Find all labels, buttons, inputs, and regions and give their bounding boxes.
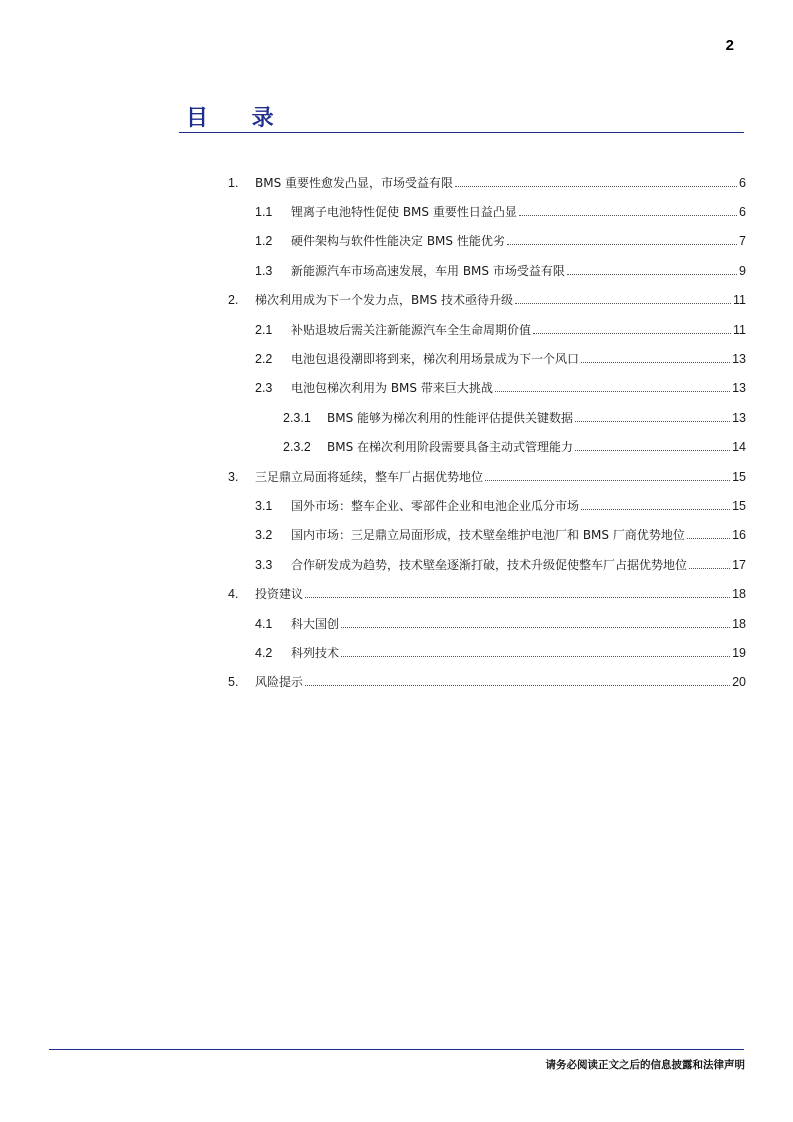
toc-entry-page: 19 bbox=[732, 646, 746, 660]
toc-entry[interactable] bbox=[228, 585, 746, 609]
toc-entry-page: 15 bbox=[732, 470, 746, 484]
toc-entry[interactable] bbox=[228, 673, 746, 697]
toc-entry-page: 17 bbox=[732, 558, 746, 572]
toc-entry-number: 3.1 bbox=[255, 499, 273, 513]
toc-entry-page: 6 bbox=[739, 176, 746, 190]
toc-entry-number: 4.2 bbox=[255, 646, 273, 660]
dot-leader bbox=[485, 480, 730, 481]
dot-leader bbox=[519, 215, 737, 216]
toc-entry-title: 三足鼎立局面将延续，整车厂占据优势地位 bbox=[255, 470, 484, 484]
toc-entry-number: 4. bbox=[228, 587, 239, 601]
toc-entry-page: 18 bbox=[732, 587, 746, 601]
toc-entry-number: 1.3 bbox=[255, 264, 273, 278]
dot-leader bbox=[581, 509, 730, 510]
toc-entry-page: 9 bbox=[739, 264, 746, 278]
toc-entry-number: 2.3.2 bbox=[283, 440, 311, 454]
toc-entry[interactable] bbox=[255, 556, 746, 580]
dot-leader bbox=[305, 685, 730, 686]
toc-entry-number: 2.1 bbox=[255, 323, 273, 337]
toc-entry-title: BMS 能够为梯次利用的性能评估提供关键数据 bbox=[327, 411, 574, 425]
toc-entry-page: 11 bbox=[733, 293, 746, 307]
toc-entry-title: 新能源汽车市场高速发展，车用 BMS 市场受益有限 bbox=[291, 264, 565, 278]
toc-entry[interactable] bbox=[228, 174, 746, 198]
dot-leader bbox=[687, 538, 730, 539]
toc-entry-title: 科大国创 bbox=[291, 617, 340, 631]
page-number: 2 bbox=[725, 37, 734, 54]
toc-entry[interactable] bbox=[255, 379, 746, 403]
toc-entry-title: BMS 重要性愈发凸显，市场受益有限 bbox=[255, 176, 454, 190]
toc-entry-number: 3.2 bbox=[255, 528, 273, 542]
page-title: 目 录 bbox=[186, 106, 292, 131]
toc-entry[interactable] bbox=[228, 468, 746, 492]
toc-entry[interactable] bbox=[255, 262, 746, 286]
toc-entry-title: 梯次利用成为下一个发力点，BMS 技术亟待升级 bbox=[255, 293, 514, 307]
toc-entry[interactable] bbox=[255, 350, 746, 374]
toc-entry-number: 2.3.1 bbox=[283, 411, 311, 425]
toc-entry-page: 15 bbox=[732, 499, 746, 513]
toc-entry-page: 16 bbox=[732, 528, 746, 542]
toc-entry-title: 硬件架构与软件性能决定 BMS 性能优劣 bbox=[291, 234, 505, 248]
toc-entry[interactable] bbox=[255, 526, 746, 550]
dot-leader bbox=[341, 627, 730, 628]
title-divider bbox=[179, 132, 744, 133]
toc-entry-number: 3. bbox=[228, 470, 239, 484]
dot-leader bbox=[575, 450, 730, 451]
dot-leader bbox=[455, 186, 737, 187]
dot-leader bbox=[567, 274, 737, 275]
toc-entry-page: 7 bbox=[739, 234, 746, 248]
toc-entry-title: 电池包梯次利用为 BMS 带来巨大挑战 bbox=[291, 381, 493, 395]
toc-entry-title: BMS 在梯次利用阶段需要具备主动式管理能力 bbox=[327, 440, 574, 454]
toc-entry-title: 合作研发成为趋势，技术壁垒逐渐打破，技术升级促使整车厂占据优势地位 bbox=[291, 558, 688, 572]
toc-entry-number: 1.1 bbox=[255, 205, 273, 219]
toc-entry[interactable] bbox=[255, 321, 746, 345]
toc-entry-title: 国内市场：三足鼎立局面形成，技术壁垒维护电池厂和 BMS 厂商优势地位 bbox=[291, 528, 685, 542]
footer-divider bbox=[49, 1049, 744, 1050]
dot-leader bbox=[575, 421, 730, 422]
dot-leader bbox=[689, 568, 730, 569]
dot-leader bbox=[341, 656, 730, 657]
toc-entry[interactable] bbox=[255, 615, 746, 639]
toc-entry-title: 电池包退役潮即将到来，梯次利用场景成为下一个风口 bbox=[291, 352, 580, 366]
toc-entry-number: 1. bbox=[228, 176, 239, 190]
toc-entry-number: 5. bbox=[228, 675, 239, 689]
toc-entry[interactable] bbox=[255, 497, 746, 521]
toc-entry-page: 20 bbox=[732, 675, 746, 689]
dot-leader bbox=[507, 244, 737, 245]
toc-entry[interactable] bbox=[255, 232, 746, 256]
toc-entry-number: 2.2 bbox=[255, 352, 273, 366]
toc-entry-title: 投资建议 bbox=[255, 587, 304, 601]
toc-entry-page: 14 bbox=[732, 440, 746, 454]
dot-leader bbox=[581, 362, 730, 363]
toc-entry[interactable] bbox=[228, 291, 746, 315]
dot-leader bbox=[515, 303, 731, 304]
dot-leader bbox=[533, 333, 731, 334]
toc-entry[interactable] bbox=[255, 203, 746, 227]
toc-entry-page: 13 bbox=[732, 352, 746, 366]
toc-entry-title: 国外市场：整车企业、零部件企业和电池企业瓜分市场 bbox=[291, 499, 580, 513]
toc-entry-number: 2.3 bbox=[255, 381, 273, 395]
toc-entry-title: 科列技术 bbox=[291, 646, 340, 660]
toc-entry-number: 2. bbox=[228, 293, 239, 307]
toc-entry-page: 13 bbox=[732, 411, 746, 425]
toc-entry-page: 18 bbox=[732, 617, 746, 631]
toc-entry-page: 13 bbox=[732, 381, 746, 395]
toc-entry-title: 补贴退坡后需关注新能源汽车全生命周期价值 bbox=[291, 323, 532, 337]
footer-disclaimer: 请务必阅读正文之后的信息披露和法律声明 bbox=[545, 1059, 745, 1071]
dot-leader bbox=[495, 391, 730, 392]
toc-entry-number: 1.2 bbox=[255, 234, 273, 248]
toc-entry-page: 11 bbox=[733, 323, 746, 337]
toc-entry-title: 风险提示 bbox=[255, 675, 304, 689]
toc-entry-title: 锂离子电池特性促使 BMS 重要性日益凸显 bbox=[291, 205, 517, 219]
toc-entry-page: 6 bbox=[739, 205, 746, 219]
toc-entry[interactable] bbox=[255, 644, 746, 668]
toc-entry-number: 3.3 bbox=[255, 558, 273, 572]
toc-entry-number: 4.1 bbox=[255, 617, 273, 631]
toc-entry[interactable] bbox=[283, 409, 746, 433]
dot-leader bbox=[305, 597, 730, 598]
toc-entry[interactable] bbox=[283, 438, 746, 462]
